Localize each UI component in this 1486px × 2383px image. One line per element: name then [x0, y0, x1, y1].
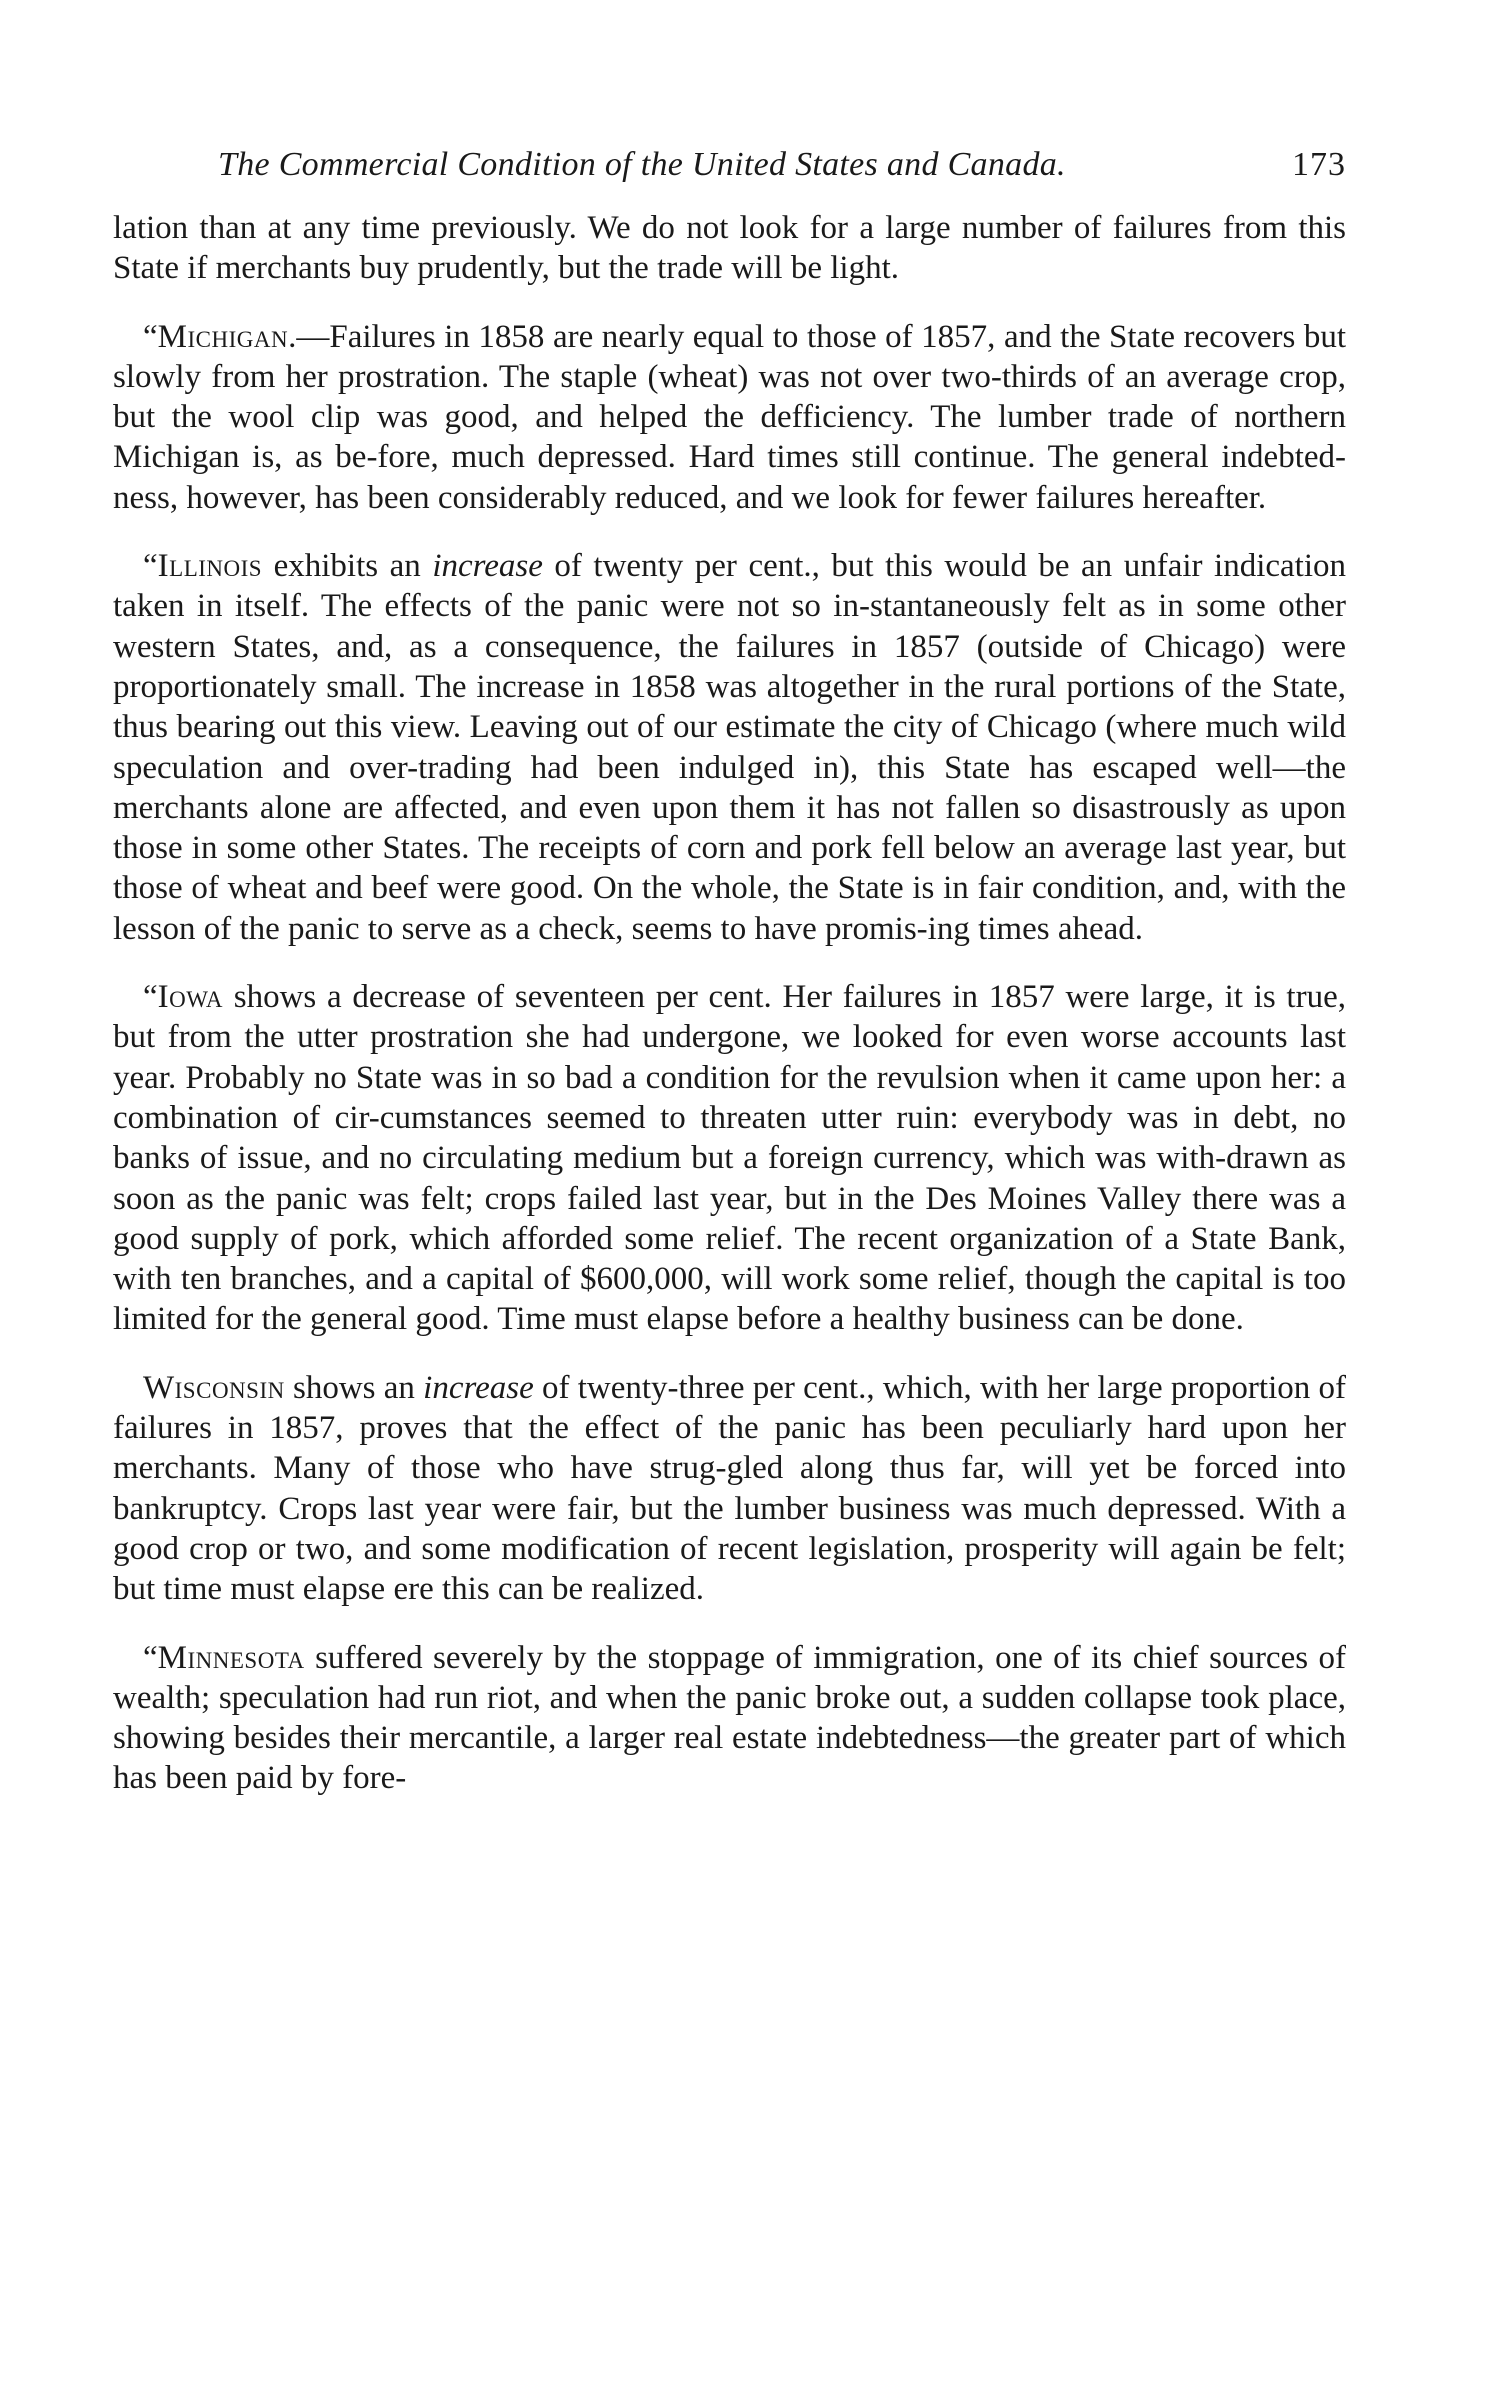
- open-quote: “: [143, 318, 158, 355]
- paragraph-minnesota: [113, 1638, 1346, 1799]
- paragraph-illinois: [113, 546, 1346, 949]
- state-name: Iowa: [157, 979, 224, 1016]
- paragraph-text: of twenty-three per cent., which, with her large proportion of failures in 1857, proves that the effect of the panic has been peculiarly hard upon her merchants. Many of those who have strug-gled along thus far, will yet be forced into bankruptcy. Crops last year were fair, but the lumber business was much depressed. With a good crop or two, and some modification of recent legislation, prosperity will again be felt; but time must elapse ere this can be realized.: [113, 1369, 1346, 1608]
- state-name: Minnesota: [157, 1639, 305, 1676]
- state-name: Wisconsin: [143, 1369, 285, 1406]
- running-title: The Commercial Condition of the United States and Canada.: [218, 146, 1066, 183]
- page-number: 173: [1292, 146, 1346, 183]
- state-name: Illinois: [157, 548, 263, 585]
- running-head: [113, 140, 1346, 190]
- state-name: Michigan: [157, 318, 289, 355]
- paragraph-lead-text: shows an: [284, 1369, 424, 1406]
- paragraph-michigan: [113, 317, 1346, 518]
- emphasis: increase: [432, 548, 543, 585]
- page: [113, 140, 1346, 1827]
- paragraph-iowa: [113, 977, 1346, 1340]
- open-quote: “: [143, 979, 158, 1016]
- paragraph-wisconsin: [113, 1368, 1346, 1610]
- emphasis: increase: [423, 1369, 534, 1406]
- open-quote: “: [143, 1639, 158, 1676]
- paragraph-continued: [113, 208, 1346, 289]
- paragraph-text: suffered severely by the stoppage of immigration, one of its chief sources of wealth; speculation had run riot, and when the panic broke out, a sudden collapse took place, showing besides their mercantile, a larger real estate indebtedness—the greater part of which has been paid by fore-: [113, 1639, 1346, 1797]
- paragraph-text: shows a decrease of seventeen per cent. Her failures in 1857 were large, it is true, but from the utter prostration she had undergone, we looked for even worse accounts last year. Probably no State was in so bad a condition for the revulsion when it came upon her: a combination of cir-cumstances seemed to threaten utter ruin: everybody was in debt, no banks of issue, and no circulating medium but a foreign currency, which was with-drawn as soon as the panic was felt; crops failed last year, but in the Des Moines Valley there was a good supply of pork, which afforded some relief. The recent organization of a State Bank, with ten branches, and a capital of $600,000, will work some relief, though the capital is too limited for the general good. Time must elapse before a healthy business can be done.: [113, 979, 1346, 1338]
- paragraph-lead-text: exhibits an: [262, 548, 433, 585]
- paragraph-text: of twenty per cent., but this would be an unfair indication taken in itself. The effects of the panic were not so in-stantaneously felt as in some other western States, and, as a consequence, the failures in 1857 (outside of Chicago) were proportionately small. The increase in 1858 was altogether in the rural portions of the State, thus bearing out this view. Leaving out of our estimate the city of Chicago (where much wild speculation and over-trading had been indulged in), this State has escaped well—the merchants alone are affected, and even upon them it has not fallen so disastrously as upon those in some other States. The receipts of corn and pork fell below an average last year, but those of wheat and beef were good. On the whole, the State is in fair condition, and, with the lesson of the panic to serve as a check, seems to have promis-ing times ahead.: [113, 548, 1346, 947]
- paragraph-text: .—Failures in 1858 are nearly equal to those of 1857, and the State recovers but slowly from her prostration. The staple (wheat) was not over two-thirds of an average crop, but the wool clip was good, and helped the defficiency. The lumber trade of northern Michigan is, as be-fore, much depressed. Hard times still continue. The general indebted-ness, however, has been considerably reduced, and we look for fewer failures hereafter.: [113, 318, 1346, 516]
- open-quote: “: [143, 548, 158, 585]
- paragraph-text: lation than at any time previously. We do not look for a large number of failures from this State if merchants buy prudently, but the trade will be light.: [113, 210, 1346, 287]
